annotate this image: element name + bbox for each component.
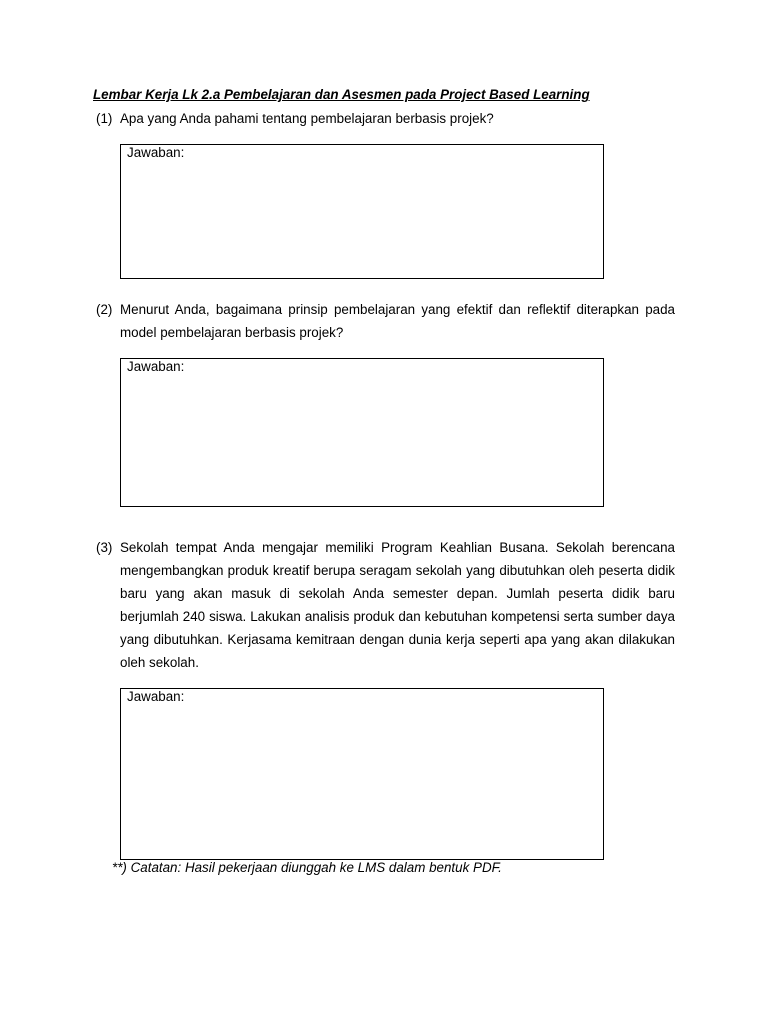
answer-label: Jawaban: [127,145,185,160]
note: **) Catatan: Hasil pekerjaan diunggah ke LMS dalam bentuk PDF. [112,860,502,875]
answer-box-2[interactable] [120,358,604,507]
question-number: (2) [96,302,113,317]
question-1 [96,107,675,130]
answer-box-1[interactable] [120,144,604,279]
question-number: (3) [96,540,113,555]
question-number: (1) [96,111,113,126]
question-2 [96,298,675,344]
answer-box-3[interactable] [120,688,604,860]
answer-label: Jawaban: [127,689,185,704]
question-text: Apa yang Anda pahami tentang pembelajaran berbasis projek? [120,111,494,126]
question-3 [96,536,675,674]
worksheet-title: Lembar Kerja Lk 2.a Pembelajaran dan Asesmen pada Project Based Learning [93,87,590,102]
question-text: Menurut Anda, bagaimana prinsip pembelajaran yang efektif dan reflektif diterapkan pada model pembelajaran berbasis projek? [120,302,675,340]
question-text: Sekolah tempat Anda mengajar memiliki Program Keahlian Busana. Sekolah berencana mengembangkan produk kreatif berupa seragam sekolah yang dibutuhkan oleh peserta didik baru yang akan masuk di sekolah Anda semester depan. Jumlah peserta didik baru berjumlah 240 siswa. Lakukan analisis produk dan kebutuhan kompetensi serta sumber daya yang dibutuhkan. Kerjasama kemitraan dengan dunia kerja seperti apa yang akan dilakukan oleh sekolah. [120,540,675,670]
answer-label: Jawaban: [127,359,185,374]
